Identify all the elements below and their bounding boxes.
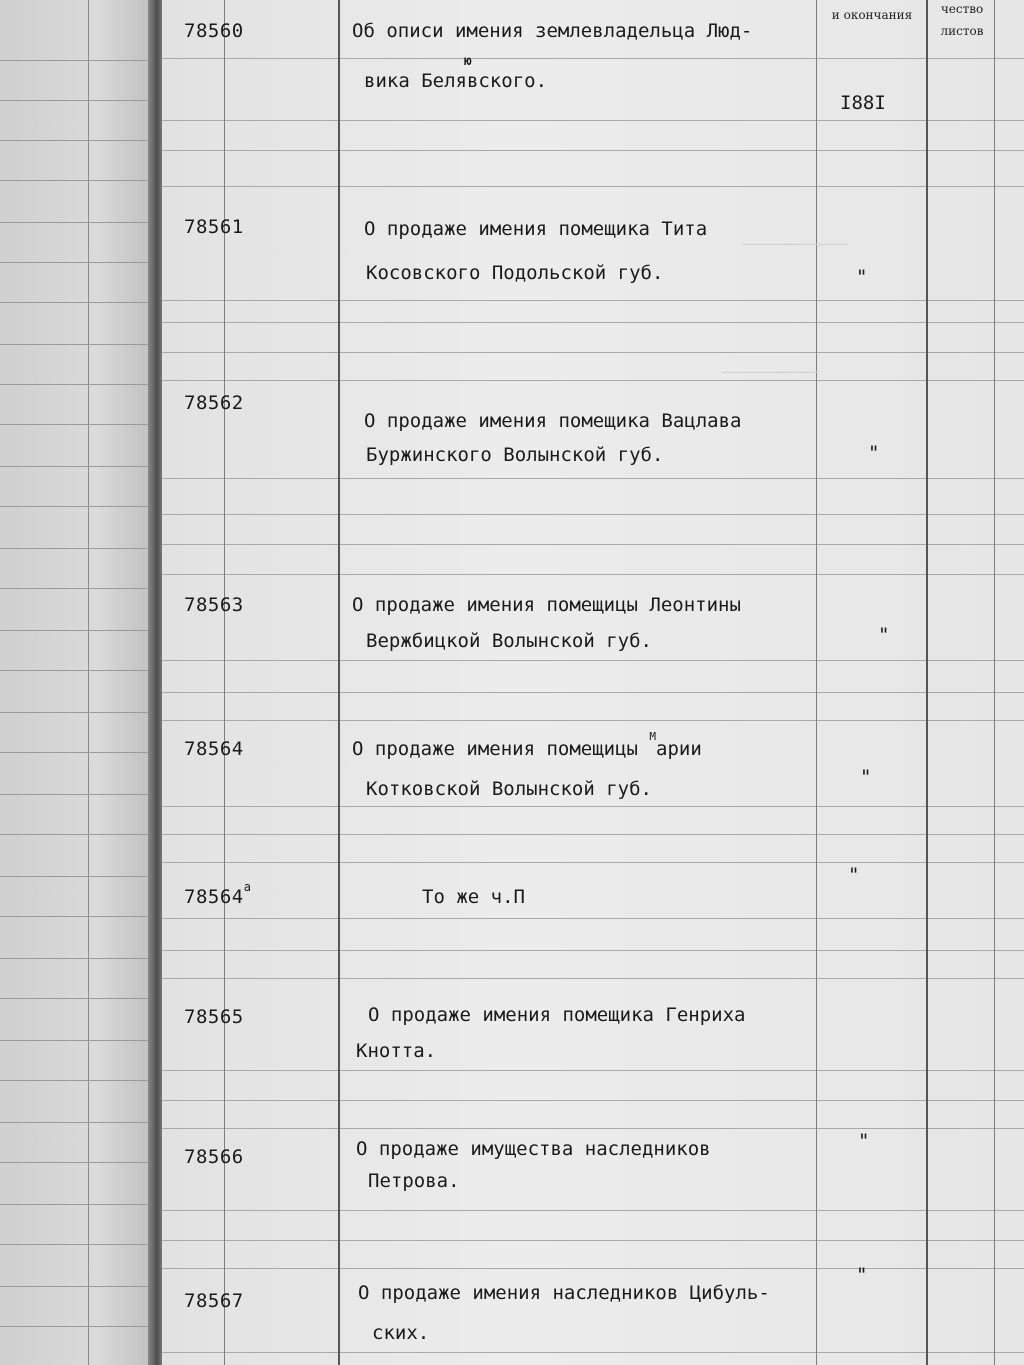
ledger-rule: [162, 1100, 1024, 1101]
column-rule-notes: [994, 0, 995, 1365]
record-title-line: О продаже имения наследников Цибуль-: [358, 1282, 770, 1304]
record-number-text: 78564: [184, 886, 244, 908]
ledger-rule: [162, 862, 1024, 863]
ledger-rule: [162, 478, 1024, 479]
ditto-mark: ": [856, 1264, 868, 1286]
ledger-rule: [162, 352, 1024, 353]
facing-page-rule: [0, 752, 160, 753]
facing-page-rule: [0, 794, 160, 795]
record-title-line: О продаже имения помещика Тита: [364, 218, 708, 240]
ledger-rule: [162, 380, 1024, 381]
record-title-line: О продаже имения помещика Вацлава: [364, 410, 742, 432]
handwritten-letter: М: [649, 730, 657, 743]
ledger-rule: [162, 1268, 1024, 1269]
record-title-line: Петрова.: [368, 1170, 460, 1192]
facing-page-rule: [0, 1244, 160, 1245]
facing-page-rule: [0, 1286, 160, 1287]
facing-page-rule: [0, 630, 160, 631]
facing-page-rule: [0, 344, 160, 345]
record-number: 78565: [184, 1006, 244, 1028]
record-number: 78561: [184, 216, 244, 238]
facing-page-rule: [0, 1122, 160, 1123]
record-title-line: Кнотта.: [356, 1040, 437, 1062]
facing-page-rule: [0, 1080, 160, 1081]
ledger-page: [162, 0, 1024, 1365]
facing-page-rule: [0, 384, 160, 385]
record-title-part: О продаже имения помещицы: [352, 738, 650, 760]
record-number: 78563: [184, 594, 244, 616]
record-number: 78562: [184, 392, 244, 414]
header-end-date: и окончания: [831, 8, 913, 22]
facing-page-rule: [0, 100, 160, 101]
facing-page-rule: [0, 998, 160, 999]
record-title-line: Буржинского Волынской губ.: [366, 444, 664, 466]
ledger-rule: [162, 978, 1024, 979]
facing-page-rule: [0, 712, 160, 713]
ledger-rule: [162, 834, 1024, 835]
ledger-rule: [162, 1240, 1024, 1241]
ledger-rule: [162, 692, 1024, 693]
record-title-line: Косовского Подольской губ.: [366, 262, 664, 284]
ledger-rule: [162, 58, 1024, 59]
record-number: 78564: [184, 738, 244, 760]
facing-page-rule: [0, 262, 160, 263]
facing-page-rule: [0, 222, 160, 223]
facing-page-rule: [0, 876, 160, 877]
handwritten-correction: ю: [464, 54, 472, 69]
ledger-rule: [162, 322, 1024, 323]
facing-page-rule: [0, 466, 160, 467]
facing-page-rule: [0, 506, 160, 507]
ledger-rule: [162, 806, 1024, 807]
facing-page-edge: [0, 0, 160, 1365]
record-title-line: ских.: [372, 1322, 430, 1344]
ledger-rule: [162, 186, 1024, 187]
facing-page-rule: [0, 1204, 160, 1205]
facing-page-rule: [0, 140, 160, 141]
facing-page-rule: [0, 958, 160, 959]
facing-page-rule: [0, 1040, 160, 1041]
ledger-rule: [162, 544, 1024, 545]
ledger-rule: [162, 1352, 1024, 1353]
ditto-mark: ": [848, 864, 860, 886]
facing-page-rule: [0, 1326, 160, 1327]
ledger-rule: [162, 574, 1024, 575]
ledger-rule: [162, 660, 1024, 661]
record-title-line: То же ч.П: [422, 886, 525, 908]
header-count-bottom: листов: [940, 24, 984, 38]
record-title-part: арии: [656, 738, 702, 760]
record-title-line: Об описи имения землевладельца Люд-: [352, 20, 753, 42]
record-title-line: О продаже имущества наследников: [356, 1138, 711, 1160]
facing-page-rule: [0, 424, 160, 425]
column-rule-count: [926, 0, 928, 1365]
ledger-rule: [162, 300, 1024, 301]
column-rule-dates: [816, 0, 817, 1365]
facing-page-rule: [0, 1162, 160, 1163]
facing-page-rule: [0, 916, 160, 917]
ledger-rule: [162, 514, 1024, 515]
record-title-line: Вержбицкой Волынской губ.: [366, 630, 652, 652]
ledger-rule: [162, 1210, 1024, 1211]
ditto-mark: ": [860, 766, 872, 788]
facing-page-rule: [0, 670, 160, 671]
ledger-rule: [162, 120, 1024, 121]
header-count-top: чество: [940, 2, 984, 16]
record-number: [184, 880, 252, 908]
bleed-through-text: ——————————: [722, 362, 819, 381]
record-title-line: [352, 730, 702, 760]
record-title-line: О продаже имения помещика Генриха: [368, 1004, 746, 1026]
ledger-rule: [162, 720, 1024, 721]
bleed-through-text: ———————————: [742, 234, 848, 253]
facing-page-column-rule: [88, 0, 89, 1365]
record-number: 78567: [184, 1290, 244, 1312]
record-number: 78566: [184, 1146, 244, 1168]
ledger-rule: [162, 1128, 1024, 1129]
facing-page-rule: [0, 302, 160, 303]
facing-page-rule: [0, 834, 160, 835]
ledger-rule: [162, 950, 1024, 951]
record-year: I88I: [840, 92, 886, 114]
record-number-suffix: а: [243, 880, 252, 894]
facing-page-rule: [0, 588, 160, 589]
record-number: 78560: [184, 20, 244, 42]
ditto-mark: ": [878, 624, 890, 646]
facing-page-rule: [0, 180, 160, 181]
column-rule-title: [338, 0, 340, 1365]
record-title-line: вика Белявского.: [364, 70, 548, 92]
facing-page-rule: [0, 548, 160, 549]
ledger-rule: [162, 150, 1024, 151]
ditto-mark: ": [856, 266, 868, 288]
ditto-mark: ": [868, 442, 880, 464]
facing-page-rule: [0, 60, 160, 61]
record-title-line: Котковской Волынской губ.: [366, 778, 652, 800]
ledger-rule: [162, 1070, 1024, 1071]
record-title-line: О продаже имения помещицы Леонтины: [352, 594, 741, 616]
ledger-rule: [162, 918, 1024, 919]
ditto-mark: ": [858, 1130, 870, 1152]
